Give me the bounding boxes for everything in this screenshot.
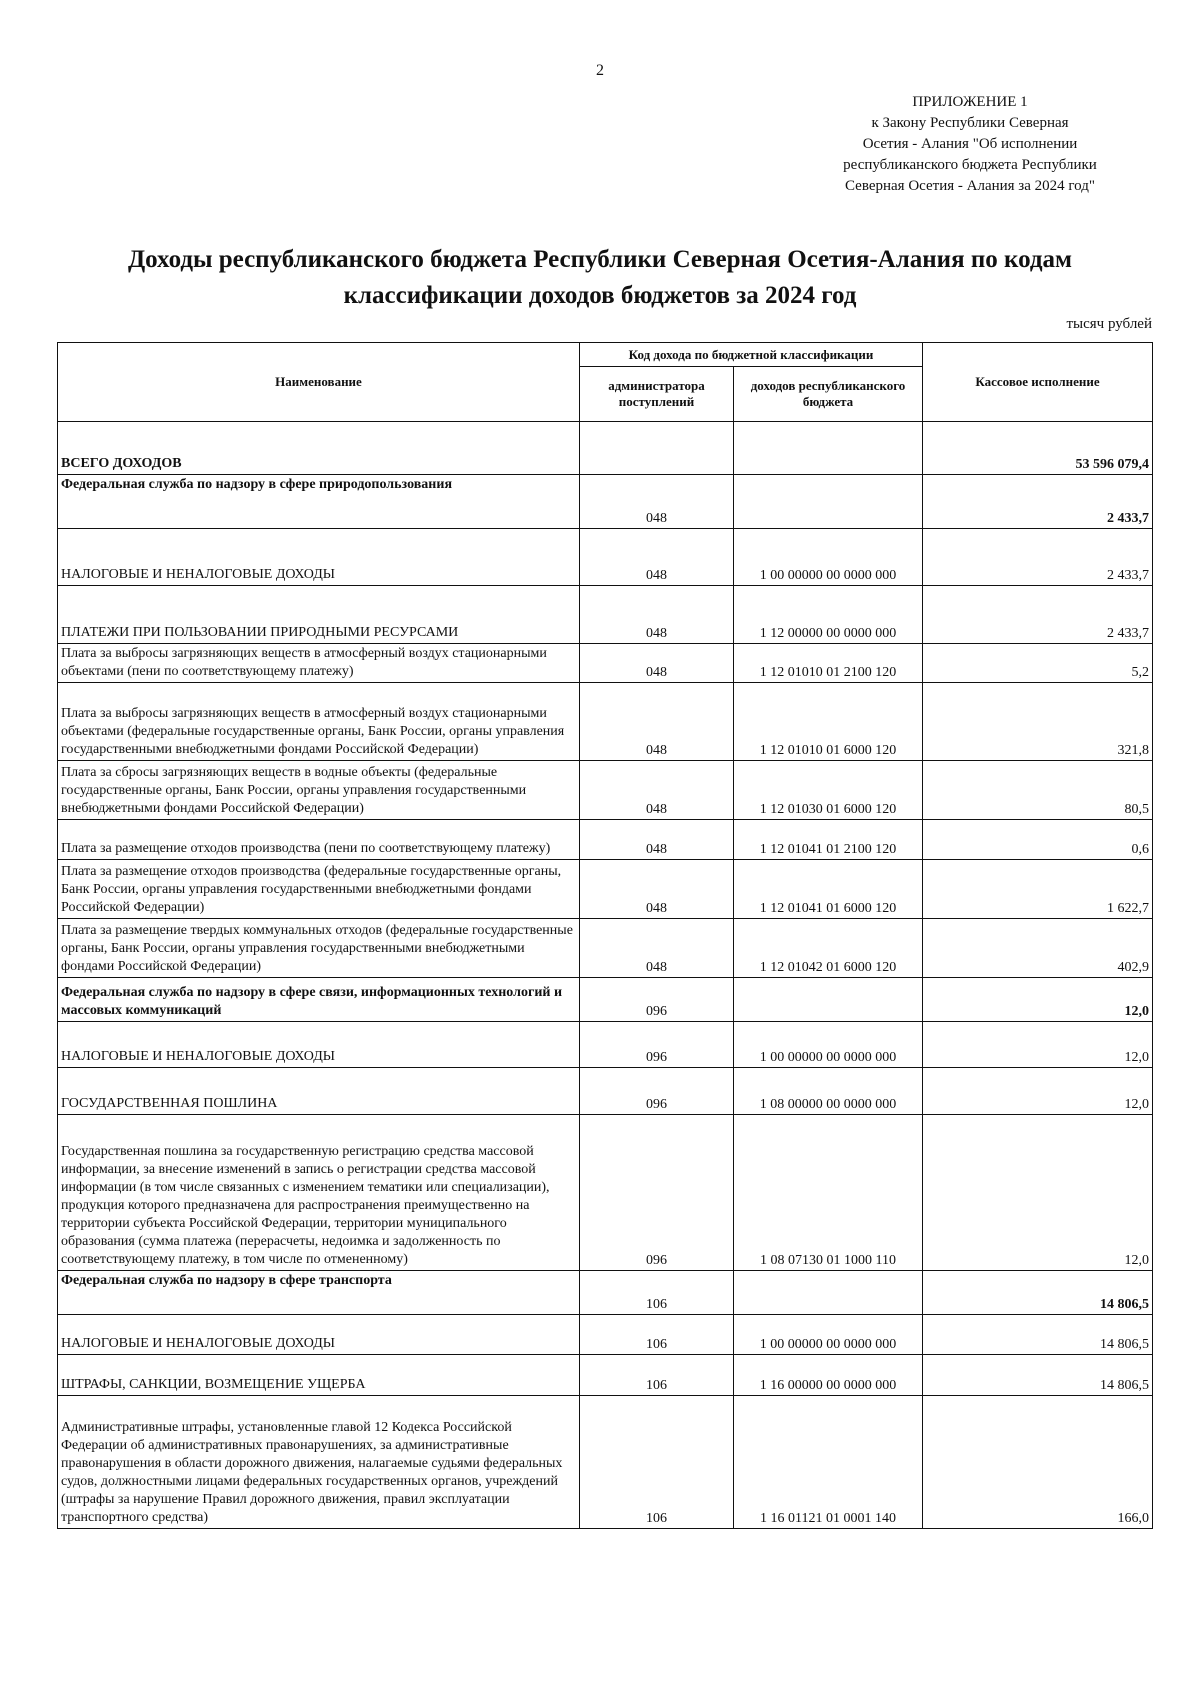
row-name: НАЛОГОВЫЕ И НЕНАЛОГОВЫЕ ДОХОДЫ — [58, 1315, 580, 1355]
row-admin: 096 — [580, 978, 734, 1022]
row-code — [734, 422, 923, 475]
table-row — [58, 1022, 1153, 1068]
row-name: ПЛАТЕЖИ ПРИ ПОЛЬЗОВАНИИ ПРИРОДНЫМИ РЕСУРСАМИ — [58, 586, 580, 644]
row-amount: 14 806,5 — [923, 1271, 1153, 1315]
row-amount: 166,0 — [923, 1396, 1153, 1529]
appendix-line: ПРИЛОЖЕНИЕ 1 — [912, 94, 1028, 110]
header-code-group: Код дохода по бюджетной классификации — [580, 343, 923, 367]
row-amount: 12,0 — [923, 1115, 1153, 1271]
appendix-note — [810, 92, 1130, 197]
row-code: 1 12 01010 01 6000 120 — [734, 683, 923, 761]
table-row — [58, 761, 1153, 820]
table-row — [58, 1068, 1153, 1115]
row-name: НАЛОГОВЫЕ И НЕНАЛОГОВЫЕ ДОХОДЫ — [58, 529, 580, 586]
document-title — [60, 242, 1140, 314]
table-row — [58, 860, 1153, 919]
table-row — [58, 475, 1153, 529]
row-code: 1 12 00000 00 0000 000 — [734, 586, 923, 644]
row-amount: 12,0 — [923, 978, 1153, 1022]
row-amount: 1 622,7 — [923, 860, 1153, 919]
row-amount: 53 596 079,4 — [923, 422, 1153, 475]
title-line: классификации доходов бюджетов за 2024 год — [343, 282, 857, 309]
row-code: 1 16 00000 00 0000 000 — [734, 1355, 923, 1396]
row-code: 1 08 00000 00 0000 000 — [734, 1068, 923, 1115]
table-row — [58, 919, 1153, 978]
row-admin: 096 — [580, 1068, 734, 1115]
row-name: Плата за выбросы загрязняющих веществ в атмосферный воздух стационарными объектами (федеральные государственные органы, Банк России, органы управления государственными внебюджетными фондами Российской Федерации) — [58, 683, 580, 761]
row-name: ВСЕГО ДОХОДОВ — [58, 422, 580, 475]
row-code — [734, 1271, 923, 1315]
table-row — [58, 1396, 1153, 1529]
units-label: тысяч рублей — [1066, 316, 1152, 332]
row-code: 1 12 01042 01 6000 120 — [734, 919, 923, 978]
row-admin: 106 — [580, 1271, 734, 1315]
row-amount: 14 806,5 — [923, 1315, 1153, 1355]
row-amount: 402,9 — [923, 919, 1153, 978]
row-name: Плата за сбросы загрязняющих веществ в водные объекты (федеральные государственные органы, Банк России, органы управления государственными внебюджетными фондами Российской Федерации) — [58, 761, 580, 820]
table-row — [58, 644, 1153, 683]
row-admin: 048 — [580, 644, 734, 683]
row-name: ГОСУДАРСТВЕННАЯ ПОШЛИНА — [58, 1068, 580, 1115]
row-name: Плата за выбросы загрязняющих веществ в атмосферный воздух стационарными объектами (пени по соответствующему платежу) — [58, 644, 580, 683]
row-admin: 048 — [580, 683, 734, 761]
row-admin: 106 — [580, 1396, 734, 1529]
row-code: 1 12 01030 01 6000 120 — [734, 761, 923, 820]
page-number: 2 — [596, 62, 604, 79]
header-name: Наименование — [58, 343, 580, 422]
row-amount: 12,0 — [923, 1068, 1153, 1115]
row-name: НАЛОГОВЫЕ И НЕНАЛОГОВЫЕ ДОХОДЫ — [58, 1022, 580, 1068]
row-admin: 048 — [580, 586, 734, 644]
row-code — [734, 475, 923, 529]
table-row — [58, 820, 1153, 860]
row-code — [734, 978, 923, 1022]
appendix-line: республиканского бюджета Республики — [843, 157, 1097, 173]
row-amount: 0,6 — [923, 820, 1153, 860]
row-amount: 12,0 — [923, 1022, 1153, 1068]
header-admin: администратора поступлений — [580, 367, 734, 422]
table-row — [58, 586, 1153, 644]
table-row — [58, 978, 1153, 1022]
row-admin: 048 — [580, 475, 734, 529]
appendix-line: Осетия - Алания "Об исполнении — [862, 136, 1078, 152]
row-admin: 048 — [580, 820, 734, 860]
row-code: 1 16 01121 01 0001 140 — [734, 1396, 923, 1529]
table-row — [58, 529, 1153, 586]
row-admin: 096 — [580, 1022, 734, 1068]
row-name: Федеральная служба по надзору в сфере транспорта — [58, 1271, 580, 1315]
row-name: Административные штрафы, установленные главой 12 Кодекса Российской Федерации об административных правонарушениях, за административные правонарушения в области дорожного движения, налагаемые судьями федеральных судов, должностными лицами федеральных государственных органов, учреждений (штрафы за нарушение Правил дорожного движения, правил эксплуатации транспортного средства) — [58, 1396, 580, 1529]
table-row — [58, 1115, 1153, 1271]
table-row — [58, 1315, 1153, 1355]
table-row — [58, 1355, 1153, 1396]
row-code: 1 12 01041 01 6000 120 — [734, 860, 923, 919]
row-admin — [580, 422, 734, 475]
row-amount: 2 433,7 — [923, 529, 1153, 586]
appendix-line: к Закону Республики Северная — [871, 115, 1069, 131]
table-row — [58, 1271, 1153, 1315]
table-row — [58, 683, 1153, 761]
row-code: 1 00 00000 00 0000 000 — [734, 529, 923, 586]
header-revenue: доходов республиканского бюджета — [734, 367, 923, 422]
header-execution: Кассовое исполнение — [923, 343, 1153, 422]
row-code: 1 08 07130 01 1000 110 — [734, 1115, 923, 1271]
row-code: 1 00 00000 00 0000 000 — [734, 1022, 923, 1068]
row-name: ШТРАФЫ, САНКЦИИ, ВОЗМЕЩЕНИЕ УЩЕРБА — [58, 1355, 580, 1396]
row-admin: 048 — [580, 860, 734, 919]
row-amount: 2 433,7 — [923, 586, 1153, 644]
row-admin: 106 — [580, 1315, 734, 1355]
row-admin: 048 — [580, 529, 734, 586]
row-name: Плата за размещение отходов производства (пени по соответствующему платежу) — [58, 820, 580, 860]
row-admin: 048 — [580, 761, 734, 820]
row-code: 1 12 01041 01 2100 120 — [734, 820, 923, 860]
row-amount: 14 806,5 — [923, 1355, 1153, 1396]
row-name: Государственная пошлина за государственную регистрацию средства массовой информации, за внесение изменений в запись о регистрации средства массовой информации (в том числе связанных с изменением тематики или специализации), продукция которого предназначена для распространения преимущественно на территории субъекта Российской Федерации, территории муниципального образования (сумма платежа (перерасчеты, недоимка и задолженность по соответствующему платежу, в том числе по отмененному) — [58, 1115, 580, 1271]
appendix-line: Северная Осетия - Алания за 2024 год" — [844, 178, 1095, 194]
row-name: Федеральная служба по надзору в сфере связи, информационных технологий и массовых коммуникаций — [58, 978, 580, 1022]
row-amount: 5,2 — [923, 644, 1153, 683]
row-admin: 106 — [580, 1355, 734, 1396]
row-amount: 2 433,7 — [923, 475, 1153, 529]
row-code: 1 12 01010 01 2100 120 — [734, 644, 923, 683]
row-admin: 048 — [580, 919, 734, 978]
row-amount: 80,5 — [923, 761, 1153, 820]
title-line: Доходы республиканского бюджета Республики Северная Осетия-Алания по кодам — [127, 246, 1073, 273]
row-name: Федеральная служба по надзору в сфере природопользования — [58, 475, 580, 529]
row-amount: 321,8 — [923, 683, 1153, 761]
row-name: Плата за размещение твердых коммунальных отходов (федеральные государственные органы, Банк России, органы управления государственными внебюджетными фондами Российской Федерации) — [58, 919, 580, 978]
row-code: 1 00 00000 00 0000 000 — [734, 1315, 923, 1355]
revenue-table — [57, 342, 1153, 1529]
table-row — [58, 422, 1153, 475]
row-admin: 096 — [580, 1115, 734, 1271]
row-name: Плата за размещение отходов производства (федеральные государственные органы, Банк России, органы управления государственными внебюджетными фондами Российской Федерации) — [58, 860, 580, 919]
